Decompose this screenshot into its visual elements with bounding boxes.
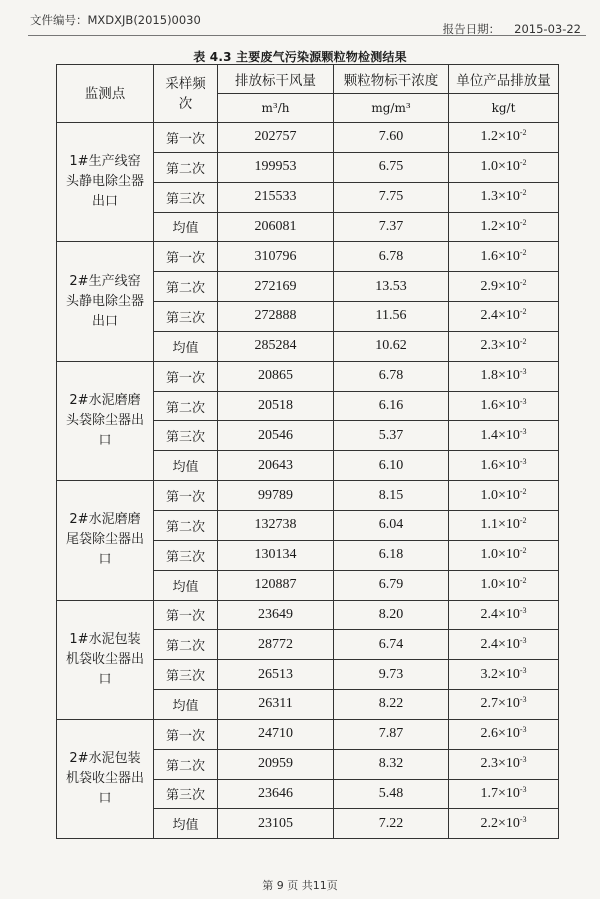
times-ten-symbol: ×10 xyxy=(497,726,520,742)
flow-cell: 26311 xyxy=(218,690,334,720)
times-ten-symbol: ×10 xyxy=(497,487,520,503)
emission-cell xyxy=(449,361,559,391)
table-row xyxy=(57,123,559,153)
emission-exponent: -2 xyxy=(519,307,527,317)
frequency-cell: 第一次 xyxy=(154,600,218,630)
frequency-cell: 第一次 xyxy=(154,719,218,749)
times-ten-symbol: ×10 xyxy=(497,666,520,682)
emission-cell xyxy=(449,510,559,540)
emission-exponent: -2 xyxy=(519,576,527,586)
concentration-cell: 7.75 xyxy=(334,182,449,212)
concentration-cell: 6.78 xyxy=(334,361,449,391)
emission-cell xyxy=(449,391,559,421)
emission-exponent: -2 xyxy=(519,158,527,168)
frequency-cell: 均值 xyxy=(154,331,218,361)
frequency-cell: 第二次 xyxy=(154,152,218,182)
times-ten-symbol: ×10 xyxy=(497,547,520,563)
document-number: 文件编号：MXDXJB(2015)0030 xyxy=(30,13,201,27)
emission-mantissa: 2.3 xyxy=(480,756,498,772)
flow-cell: 20546 xyxy=(218,421,334,451)
monitoring-point-label: 2#水泥磨磨头袋除尘器出口 xyxy=(65,392,144,448)
emission-exponent: -3 xyxy=(519,426,527,436)
table-row xyxy=(57,719,559,749)
emission-exponent: -2 xyxy=(519,277,527,287)
emission-cell xyxy=(449,540,559,570)
times-ten-symbol: ×10 xyxy=(497,218,520,234)
emission-exponent: -3 xyxy=(519,456,527,466)
table-row xyxy=(57,600,559,630)
flow-cell: 26513 xyxy=(218,660,334,690)
emission-mantissa: 1.0 xyxy=(480,577,498,593)
frequency-cell: 第一次 xyxy=(154,481,218,511)
frequency-cell: 第一次 xyxy=(154,242,218,272)
unit-emission: kg/t xyxy=(449,94,559,123)
concentration-cell: 8.32 xyxy=(334,749,449,779)
page-number: 第 9 页 共11页 xyxy=(262,879,338,892)
report-date-value: 2015-03-22 xyxy=(514,22,581,36)
unit-flow: m³/h xyxy=(218,94,334,123)
times-ten-symbol: ×10 xyxy=(497,517,520,533)
concentration-cell: 6.10 xyxy=(334,451,449,481)
flow-cell: 206081 xyxy=(218,212,334,242)
column-header-emission: 单位产品排放量 xyxy=(449,65,559,94)
concentration-cell: 7.37 xyxy=(334,212,449,242)
frequency-cell: 均值 xyxy=(154,212,218,242)
header-divider xyxy=(28,35,586,36)
emission-cell xyxy=(449,212,559,242)
emission-cell xyxy=(449,421,559,451)
flow-cell: 20643 xyxy=(218,451,334,481)
flow-cell: 272169 xyxy=(218,272,334,302)
flow-cell: 215533 xyxy=(218,182,334,212)
flow-cell: 199953 xyxy=(218,152,334,182)
emission-cell xyxy=(449,719,559,749)
page-header xyxy=(30,8,585,36)
emission-cell xyxy=(449,302,559,332)
times-ten-symbol: ×10 xyxy=(497,577,520,593)
emission-mantissa: 1.2 xyxy=(480,129,498,145)
frequency-cell: 均值 xyxy=(154,451,218,481)
times-ten-symbol: ×10 xyxy=(497,756,520,772)
monitoring-point-label: 2#水泥包装机袋收尘器出口 xyxy=(65,751,144,807)
frequency-cell: 第一次 xyxy=(154,123,218,153)
frequency-cell: 第三次 xyxy=(154,421,218,451)
emission-cell xyxy=(449,451,559,481)
emission-mantissa: 2.9 xyxy=(480,278,498,294)
flow-cell: 310796 xyxy=(218,242,334,272)
table-header xyxy=(57,65,559,123)
concentration-cell: 6.79 xyxy=(334,570,449,600)
monitoring-point-label: 2#水泥磨磨尾袋除尘器出口 xyxy=(65,512,144,568)
column-header-flow: 排放标干风量 xyxy=(218,65,334,94)
flow-cell: 23105 xyxy=(218,809,334,839)
frequency-cell: 第三次 xyxy=(154,540,218,570)
frequency-cell: 第二次 xyxy=(154,272,218,302)
frequency-cell: 第三次 xyxy=(154,779,218,809)
monitoring-point-cell xyxy=(57,719,154,838)
flow-cell: 23649 xyxy=(218,600,334,630)
table-row xyxy=(57,481,559,511)
concentration-cell: 6.74 xyxy=(334,630,449,660)
times-ten-symbol: ×10 xyxy=(497,278,520,294)
results-table xyxy=(56,64,559,839)
frequency-cell: 第二次 xyxy=(154,749,218,779)
concentration-cell: 6.78 xyxy=(334,242,449,272)
emission-exponent: -3 xyxy=(519,665,527,675)
emission-mantissa: 2.6 xyxy=(480,726,498,742)
frequency-cell: 第二次 xyxy=(154,391,218,421)
concentration-cell: 10.62 xyxy=(334,331,449,361)
column-header-point: 监测点 xyxy=(57,65,154,123)
emission-cell xyxy=(449,660,559,690)
emission-exponent: -3 xyxy=(519,814,527,824)
concentration-cell: 7.22 xyxy=(334,809,449,839)
frequency-cell: 第三次 xyxy=(154,302,218,332)
emission-cell xyxy=(449,690,559,720)
flow-cell: 285284 xyxy=(218,331,334,361)
emission-cell xyxy=(449,481,559,511)
unit-concentration: mg/m³ xyxy=(334,94,449,123)
times-ten-symbol: ×10 xyxy=(497,785,520,801)
concentration-cell: 9.73 xyxy=(334,660,449,690)
times-ten-symbol: ×10 xyxy=(497,398,520,414)
concentration-cell: 7.60 xyxy=(334,123,449,153)
emission-cell xyxy=(449,630,559,660)
concentration-cell: 13.53 xyxy=(334,272,449,302)
emission-mantissa: 1.1 xyxy=(480,517,498,533)
table-body xyxy=(57,123,559,839)
times-ten-symbol: ×10 xyxy=(497,159,520,175)
monitoring-point-cell xyxy=(57,481,154,600)
flow-cell: 23646 xyxy=(218,779,334,809)
emission-exponent: -2 xyxy=(519,546,527,556)
emission-exponent: -2 xyxy=(519,128,527,138)
emission-cell xyxy=(449,600,559,630)
concentration-cell: 8.15 xyxy=(334,481,449,511)
monitoring-point-label: 1#水泥包装机袋收尘器出口 xyxy=(65,631,144,687)
emission-cell xyxy=(449,779,559,809)
times-ten-symbol: ×10 xyxy=(497,457,520,473)
monitoring-point-cell xyxy=(57,361,154,480)
concentration-cell: 6.75 xyxy=(334,152,449,182)
emission-cell xyxy=(449,123,559,153)
table-row xyxy=(57,361,559,391)
emission-cell xyxy=(449,182,559,212)
emission-cell xyxy=(449,570,559,600)
emission-exponent: -3 xyxy=(519,367,527,377)
emission-mantissa: 1.0 xyxy=(480,487,498,503)
emission-cell xyxy=(449,809,559,839)
times-ten-symbol: ×10 xyxy=(497,815,520,831)
emission-cell xyxy=(449,152,559,182)
times-ten-symbol: ×10 xyxy=(497,636,520,652)
frequency-cell: 均值 xyxy=(154,690,218,720)
emission-mantissa: 1.4 xyxy=(480,427,498,443)
monitoring-point-cell xyxy=(57,123,154,242)
frequency-cell: 第三次 xyxy=(154,660,218,690)
emission-exponent: -2 xyxy=(519,247,527,257)
emission-exponent: -2 xyxy=(519,217,527,227)
table-row xyxy=(57,242,559,272)
times-ten-symbol: ×10 xyxy=(497,189,520,205)
frequency-cell: 第二次 xyxy=(154,510,218,540)
emission-mantissa: 1.3 xyxy=(480,189,498,205)
emission-exponent: -2 xyxy=(519,516,527,526)
emission-exponent: -3 xyxy=(519,755,527,765)
frequency-cell: 均值 xyxy=(154,570,218,600)
emission-exponent: -2 xyxy=(519,188,527,198)
monitoring-point-label: 1#生产线窑头静电除尘器出口 xyxy=(65,154,144,210)
flow-cell: 28772 xyxy=(218,630,334,660)
concentration-cell: 5.48 xyxy=(334,779,449,809)
emission-mantissa: 1.2 xyxy=(480,218,498,234)
emission-exponent: -3 xyxy=(519,397,527,407)
emission-mantissa: 1.8 xyxy=(480,368,498,384)
emission-exponent: -2 xyxy=(519,337,527,347)
emission-mantissa: 1.6 xyxy=(480,457,498,473)
flow-cell: 99789 xyxy=(218,481,334,511)
flow-cell: 272888 xyxy=(218,302,334,332)
emission-mantissa: 1.0 xyxy=(480,159,498,175)
concentration-cell: 6.16 xyxy=(334,391,449,421)
flow-cell: 202757 xyxy=(218,123,334,153)
emission-cell xyxy=(449,331,559,361)
column-header-frequency: 采样频次 xyxy=(154,65,218,123)
frequency-cell: 第二次 xyxy=(154,630,218,660)
emission-exponent: -2 xyxy=(519,486,527,496)
emission-mantissa: 2.7 xyxy=(480,696,498,712)
times-ten-symbol: ×10 xyxy=(497,338,520,354)
column-header-concentration: 颗粒物标干浓度 xyxy=(334,65,449,94)
monitoring-point-label: 2#生产线窑头静电除尘器出口 xyxy=(65,273,144,329)
emission-cell xyxy=(449,242,559,272)
emission-cell xyxy=(449,749,559,779)
emission-exponent: -3 xyxy=(519,784,527,794)
emission-exponent: -3 xyxy=(519,695,527,705)
emission-cell xyxy=(449,272,559,302)
emission-mantissa: 1.6 xyxy=(480,248,498,264)
flow-cell: 132738 xyxy=(218,510,334,540)
concentration-cell: 11.56 xyxy=(334,302,449,332)
concentration-cell: 5.37 xyxy=(334,421,449,451)
emission-mantissa: 2.3 xyxy=(480,338,498,354)
times-ten-symbol: ×10 xyxy=(497,308,520,324)
emission-mantissa: 3.2 xyxy=(480,666,498,682)
times-ten-symbol: ×10 xyxy=(497,606,520,622)
emission-mantissa: 2.4 xyxy=(480,606,498,622)
monitoring-point-cell xyxy=(57,600,154,719)
emission-exponent: -3 xyxy=(519,605,527,615)
emission-mantissa: 1.6 xyxy=(480,398,498,414)
flow-cell: 130134 xyxy=(218,540,334,570)
table-title: 表 4.3 主要废气污染源颗粒物检测结果 xyxy=(193,50,407,64)
concentration-cell: 8.20 xyxy=(334,600,449,630)
report-date-label: 报告日期： xyxy=(442,22,501,36)
concentration-cell: 6.04 xyxy=(334,510,449,540)
times-ten-symbol: ×10 xyxy=(497,427,520,443)
times-ten-symbol: ×10 xyxy=(497,129,520,145)
times-ten-symbol: ×10 xyxy=(497,248,520,264)
emission-mantissa: 2.2 xyxy=(480,815,498,831)
flow-cell: 20865 xyxy=(218,361,334,391)
concentration-cell: 6.18 xyxy=(334,540,449,570)
concentration-cell: 7.87 xyxy=(334,719,449,749)
frequency-cell: 第三次 xyxy=(154,182,218,212)
flow-cell: 20959 xyxy=(218,749,334,779)
emission-mantissa: 1.0 xyxy=(480,547,498,563)
monitoring-point-cell xyxy=(57,242,154,361)
emission-mantissa: 1.7 xyxy=(480,785,498,801)
emission-mantissa: 2.4 xyxy=(480,636,498,652)
concentration-cell: 8.22 xyxy=(334,690,449,720)
times-ten-symbol: ×10 xyxy=(497,368,520,384)
frequency-cell: 第一次 xyxy=(154,361,218,391)
flow-cell: 20518 xyxy=(218,391,334,421)
emission-mantissa: 2.4 xyxy=(480,308,498,324)
emission-exponent: -3 xyxy=(519,725,527,735)
times-ten-symbol: ×10 xyxy=(497,696,520,712)
emission-exponent: -3 xyxy=(519,635,527,645)
flow-cell: 24710 xyxy=(218,719,334,749)
frequency-cell: 均值 xyxy=(154,809,218,839)
flow-cell: 120887 xyxy=(218,570,334,600)
